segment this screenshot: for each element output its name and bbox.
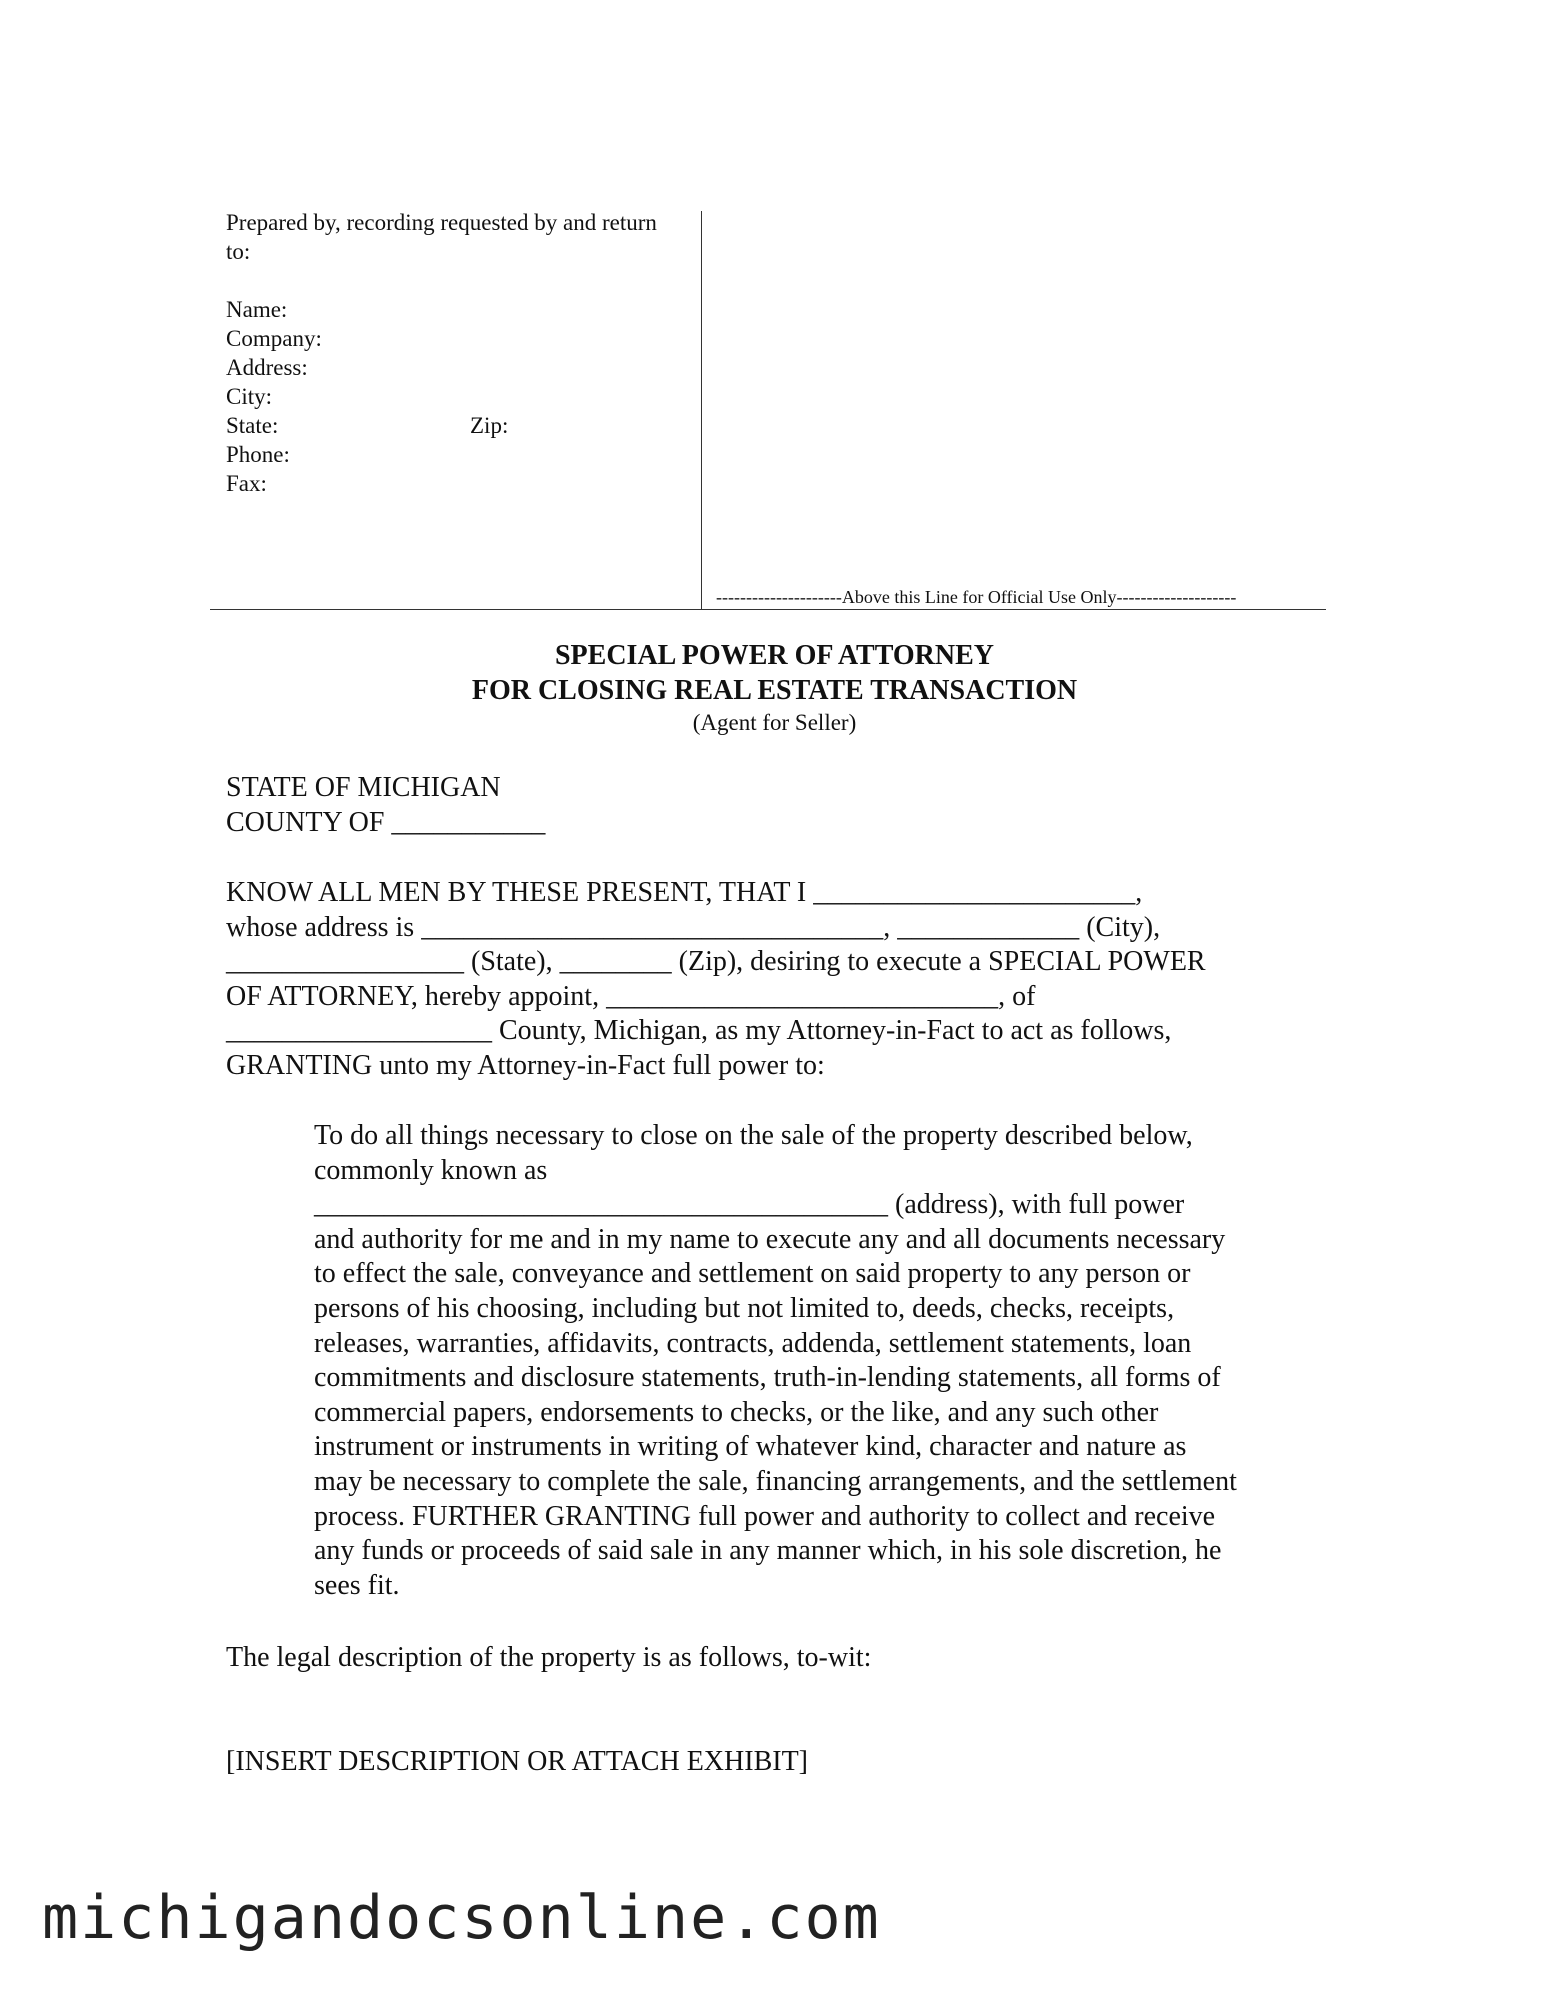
powers-line: any funds or proceeds of said sale in any manner which, in his sole discretion, he [314,1535,1222,1567]
powers-line: may be necessary to complete the sale, financing arrangements, and the settlement [314,1465,1237,1497]
appointment-line: GRANTING unto my Attorney-in-Fact full power to: [226,1049,825,1081]
header-rule [210,609,1326,610]
appointment-paragraph [226,876,1306,1084]
official-use-line: ---------------------Above this Line for Official Use Only-------------------- [716,587,1237,607]
powers-line: and authority for me and in my name to execute any and all documents necessary [314,1223,1226,1255]
powers-line: to effect the sale, conveyance and settlement on said property to any person or [314,1258,1191,1290]
legal-description-placeholder: [INSERT DESCRIPTION OR ATTACH EXHIBIT] [226,1746,808,1777]
appointment-line: KNOW ALL MEN BY THESE PRESENT, THAT I _______________________, [226,877,1143,908]
fax-field-label: Fax: [226,471,267,496]
powers-line: process. FURTHER GRANTING full power and authority to collect and receive [314,1500,1216,1532]
document-title-line-1: SPECIAL POWER OF ATTORNEY [554,640,994,671]
state-zip-row [226,411,686,440]
powers-line: To do all things necessary to close on the sale of the property described below, [314,1120,1193,1151]
powers-line: sees fit. [314,1569,400,1601]
appointment-line: whose address is _________________________________, _____________ (City), [226,911,1161,943]
powers-line: commitments and disclosure statements, truth-in-lending statements, all forms of [314,1362,1221,1394]
powers-line: releases, warranties, affidavits, contracts, addenda, settlement statements, loan [314,1327,1192,1359]
company-field-label: Company: [226,326,322,351]
legal-description-intro: The legal description of the property is as follows, to-wit: [226,1642,872,1673]
document-title-line-2: FOR CLOSING REAL ESTATE TRANSACTION [471,675,1078,706]
prepared-by-intro: Prepared by, recording requested by and return to: [226,210,657,264]
appointment-line: OF ATTORNEY, hereby appoint, ____________________________, of [226,980,1036,1012]
address-field-label: Address: [226,355,308,380]
venue-block [226,771,1306,840]
document-subtitle: (Agent for Seller) [692,710,857,735]
appointment-line: _________________ (State), ________ (Zip), desiring to execute a SPECIAL POWER [226,946,1206,978]
powers-line: persons of his choosing, including but not limited to, deeds, checks, receipts, [314,1292,1175,1324]
return-to-block [226,208,686,498]
powers-line: instrument or instruments in writing of whatever kind, character and nature as [314,1431,1187,1463]
state-field-label: State: [226,413,279,438]
powers-line: commonly known as [314,1154,548,1186]
site-watermark: michigandocsonline.com [42,1883,881,1953]
venue-state: STATE OF MICHIGAN [226,772,501,803]
phone-field-label: Phone: [226,442,290,467]
venue-county: COUNTY OF ___________ [226,806,546,838]
name-field-label: Name: [226,297,288,322]
powers-paragraph [314,1119,1314,1603]
zip-field-label: Zip: [470,413,509,438]
document-title-block [0,638,1549,738]
city-field-label: City: [226,384,273,409]
powers-line: _________________________________________ (address), with full power [314,1189,1185,1221]
appointment-line: ___________________ County, Michigan, as my Attorney-in-Fact to act as follows, [226,1015,1172,1047]
powers-line: commercial papers, endorsements to checks, or the like, and any such other [314,1396,1159,1428]
recording-area-divider [701,211,702,609]
